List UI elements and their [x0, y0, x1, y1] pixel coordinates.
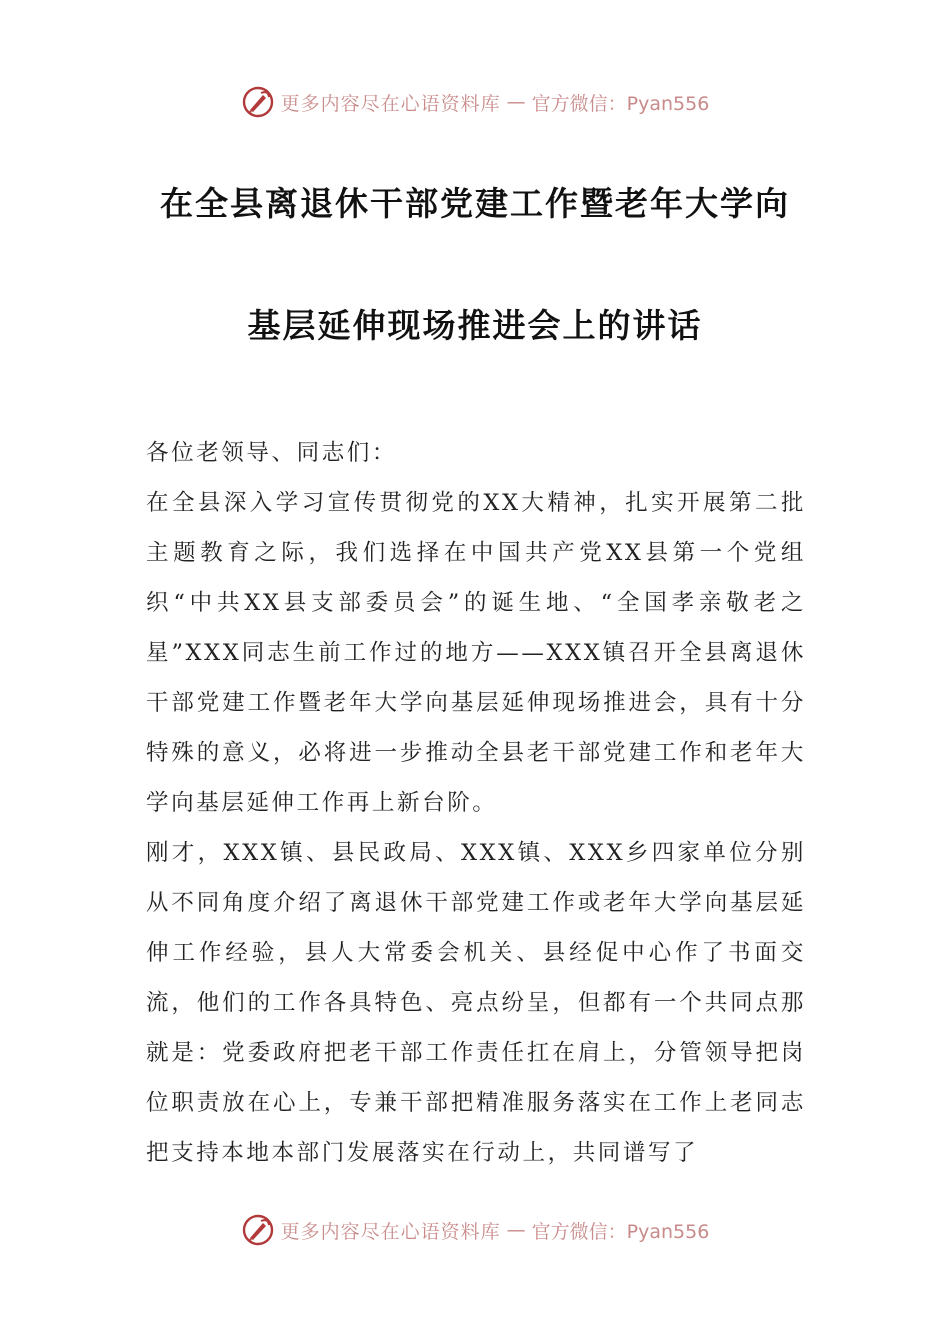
- banner-text: 更多内容尽在心语资料库: [280, 92, 501, 115]
- footer-banner: [0, 1210, 950, 1250]
- banner-text: 更多内容尽在心语资料库: [280, 1220, 501, 1243]
- paragraph: 在全县深入学习宣传贯彻党的XX大精神，扎实开展第二批主题教育之际，我们选择在中国共产党XX县第一个党组织“中共XX县支部委员会”的诞生地、“全国孝亲敬老之星”XXX同志生前工作过的地方——XXX镇召开全县离退休干部党建工作暨老年大学向基层延伸现场推进会，具有十分特殊的意义，必将进一步推动全县老干部党建工作和老年大学向基层延伸工作再上新台阶。: [146, 490, 806, 816]
- document-title-line2: 基层延伸现场推进会上的讲话: [247, 306, 703, 345]
- salutation: 各位老领导、同志们：: [146, 440, 398, 466]
- banner-dash: —: [506, 91, 526, 113]
- banner-wechat: 官方微信：Pyan556: [531, 92, 710, 115]
- banner-wechat: 官方微信：Pyan556: [531, 1220, 710, 1243]
- pen-nib-logo-icon: [241, 85, 275, 119]
- header-banner: [0, 82, 950, 122]
- document-title-line1: 在全县离退休干部党建工作暨老年大学向: [160, 184, 790, 223]
- document-body: [146, 428, 806, 1178]
- paragraph: 刚才，XXX镇、县民政局、XXX镇、XXX乡四家单位分别从不同角度介绍了离退休干部党建工作或老年大学向基层延伸工作经验，县人大常委会机关、县经促中心作了书面交流，他们的工作各具特色、亮点纷呈，但都有一个共同点那就是：党委政府把老干部工作责任扛在肩上，分管领导把岗位职责放在心上，专兼干部把精准服务落实在工作上老同志把支持本地本部门发展落实在行动上，共同谱写了: [146, 840, 806, 1166]
- banner-dash: —: [506, 1219, 526, 1241]
- pen-nib-logo-icon: [241, 1213, 275, 1247]
